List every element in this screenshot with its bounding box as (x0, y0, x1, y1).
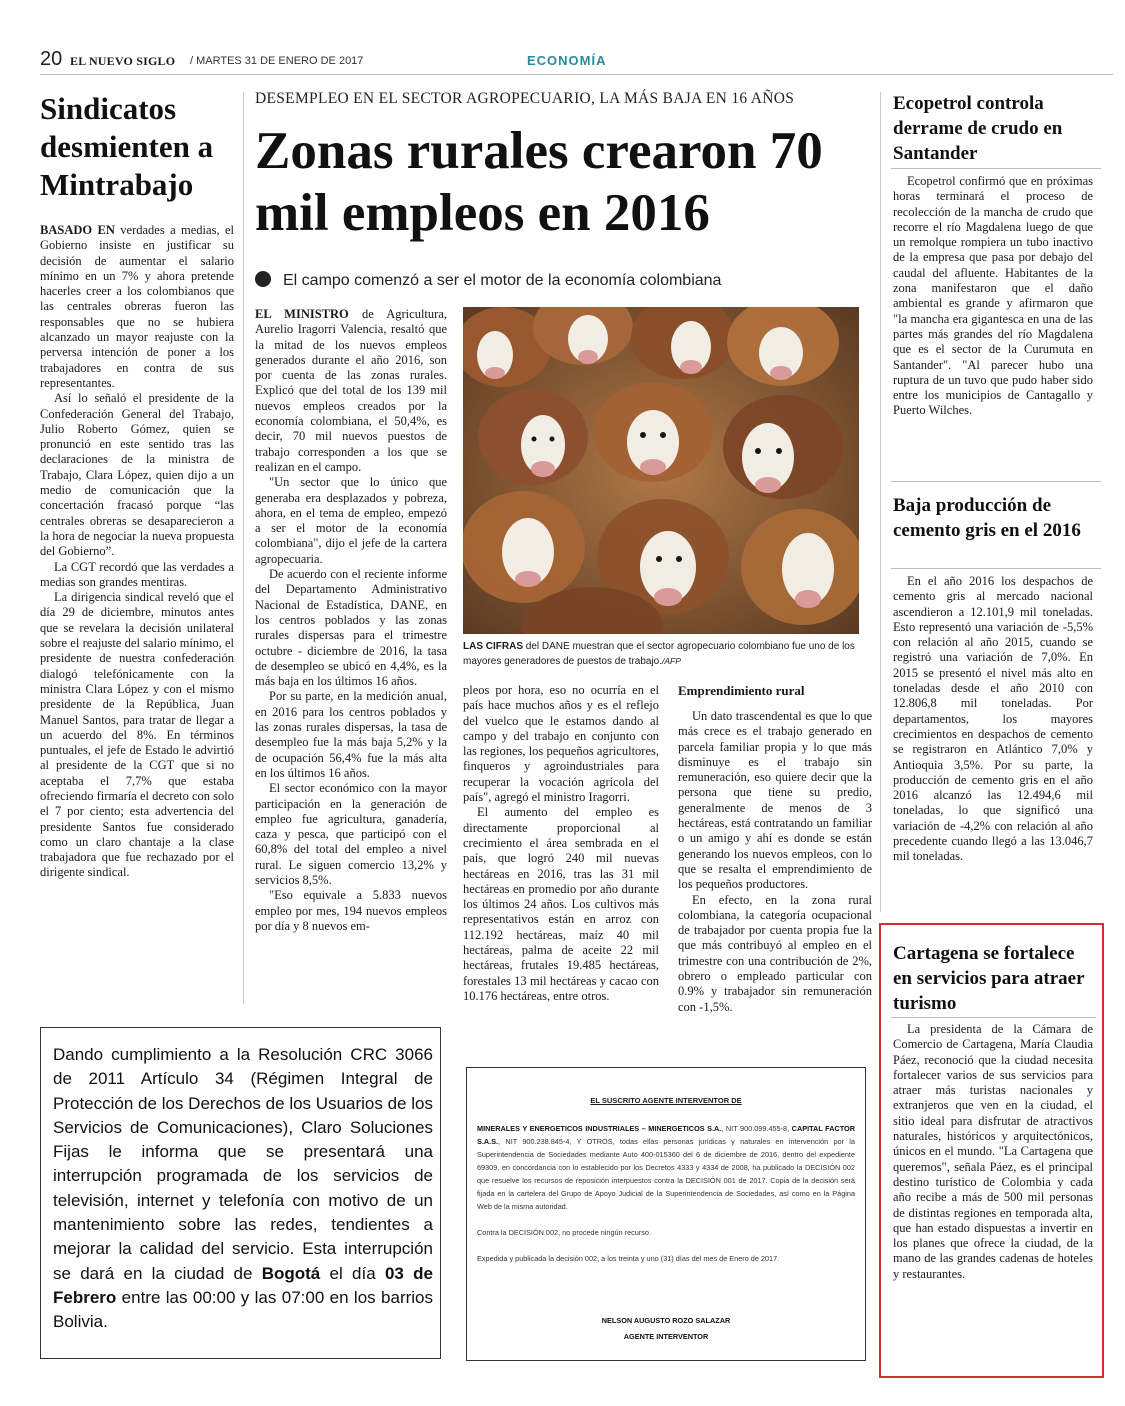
cemento-body (893, 574, 1093, 865)
cartagena-body (893, 1022, 1093, 1282)
bullet-icon (255, 271, 271, 287)
ecopetrol-body (893, 174, 1093, 419)
main-column-2 (463, 683, 659, 1004)
left-story-body (40, 223, 234, 881)
main-lead: EL MINISTRO (255, 307, 349, 321)
left-story-p1: verdades a medias, el Gobierno insiste en justificar su decisión de aumentar el salario mínimo en un 7% y ahora pretende hacerles creer a los colombianos que las centrales obreras fueron las responsables que no se hubiera alcanzado un mayor reajuste con la perversa intención de poner a los trabajadores en contra de sus representantes. (40, 223, 234, 390)
section-name: ECONOMÍA (527, 53, 607, 68)
cattle-photo-illustration (463, 307, 859, 634)
main-column-1 (255, 307, 447, 934)
column-divider (243, 92, 244, 1004)
ecopetrol-headline: Ecopetrol controla derrame de crudo en Santander (893, 93, 1063, 164)
main-col1-p4: Por su parte, en la medición anual, en 2016 para los centros poblados y las zonas rurales dispersas, la tasa de desempleo fue la más baja 5,2% y la de ocupación 56,4% fue la más alta en los últimos 16 años. (255, 689, 447, 780)
notice-title: EL SUSCRITO AGENTE INTERVENTOR DE (590, 1096, 742, 1105)
main-col1-p5: El sector económico con la mayor participación en la generación de empleo fue agricultura, ganadería, caza y pesca, que participó con el 60,8% del total del empleo a nivel rural. Le siguen comercio 13,2% y servicios 8,5%. (255, 781, 447, 887)
headline-rule (891, 168, 1101, 169)
main-subhead-text: El campo comenzó a ser el motor de la economía colombiana (283, 272, 722, 289)
ad-text-3: entre las 00:00 y las 07:00 en los barrios Bolivia. (53, 1287, 433, 1332)
page-number: 20 (40, 48, 63, 70)
column-divider (880, 92, 881, 912)
claro-notice-ad (40, 1027, 441, 1359)
ad-text-1: Dando cumplimiento a la Resolución CRC 3066 de 2011 Artículo 34 (Régimen Integral de Protección de los Derechos de los Usuarios de los Servicios de Comunicaciones), Claro Soluciones Fijas le informa que se presentará una interrupción programada de los servicios de televisión, internet y telefonía con motivo de un mantenimiento sobre las redes, tendientes a mejorar la calidad del servicio. Esta interrupción se dará en la ciudad de (53, 1045, 433, 1283)
headline-rule (891, 1017, 1096, 1018)
notice-company: MINERALES Y ENERGETICOS INDUSTRIALES – MINERGETICOS S.A. (477, 1124, 722, 1133)
ad-day: 03 de Febrero (53, 1263, 433, 1307)
cartagena-text: La presidenta de la Cámara de Comercio de Cartagena, María Claudia Páez, reconoció que la ciudad necesita fortalecer varios de sus servicios para atraer más turistas nacionales y extranjeros que ven en la ciudad, el sitio ideal para disfrutar de atractivos naturales, históricos y arquitectónicos, únicos en el mundo. "La Cartagena que queremos", señala Páez, es el principal destino turístico de Colombia y cada año recibe a más de 500 mil personas de distintas regiones en temporada alta, que han estado dispuestas a invertir en los planes que ofrece la ciudad, de la mano de las grandes cadenas de hoteles y restaurantes. (893, 1022, 1093, 1281)
notice-company-2: CAPITAL FACTOR S.A.S. (477, 1124, 856, 1146)
main-col1-p2: "Un sector que lo único que generaba era desplazados y pobreza, ahora, en el tema de empleo, empezó a ser el motor de la economía colombiana", dijo el jefe de la cartera agropecuaria. (255, 475, 447, 566)
main-col3-p2: En efecto, en la zona rural colombiana, la categoría ocupacional de trabajador por cuenta propia fue la que más contribuyó al empleo en el trimestre con una contribución de 2%, obrero o empleado particular con 0.9% y trabajador sin remuneración con -1,5%. (678, 892, 872, 1014)
ad-text-2: el día (329, 1263, 376, 1283)
notice-text: , NIT 900.238.845-4, Y OTROS, todas ellas personas jurídicas y naturales en intervención por la Superintendencia de Sociedades mediante Auto 400-015360 del 6 de diciembre de 2016, dentro del expediente 69309, en concordancia con lo establecido por los Decretos 4333 y 4334 de 2008, ha publicado la DECISIÓN 002 que resuelve los recursos de reposición interpuestos contra la DECISIÓN 001 de 2017. Copia de la decisión será fijada en la cartelera del Grupo de Apoyo Judicial de la Superintendencia de Sociedades, así como en la Página Web de la misma autoridad. (477, 1137, 855, 1211)
issue-date: / MARTES 31 DE ENERO DE 2017 (190, 55, 364, 67)
legal-notice (466, 1067, 866, 1361)
page-header (40, 48, 1113, 75)
main-column-3 (678, 683, 872, 1015)
main-subhead (255, 271, 873, 290)
main-col3-p1: Un dato trascendental es que lo que más crece es el trabajo generado en parcela familiar propia y lo que más disminuye es el trabajo sin remuneración, eso quiere decir que la persona que tiene su predio, generalmente de menos de 3 hectáreas, está contratando un familiar o un amigo y ahí es donde se están generando los nuevos empleos, con lo que se resalta el emprendimiento de los pequeños productores. (678, 709, 872, 892)
main-headline: Zonas rurales crearon 70 mil empleos en 2016 (255, 122, 823, 242)
ecopetrol-text: Ecopetrol confirmó que en próximas horas terminará el proceso de recolección de la mancha de crudo que recorre el río Magdalena luego de que un remolque rompiera un tubo inactivo de la empresa que pasa por debajo del caudal del afluente. Habitantes de la zona manifestaron que el daño ambiental es grande y afirmaron que "la mancha era gigantesca en una de las partes más grandes del río Magdalena que es el sector de la Curumuta en Santander". "Al parecer hubo una ruptura de un tuvo que pudo haber sido entre los municipios de Cantagallo y Puerto Wilches. (893, 174, 1093, 418)
cemento-text: En el año 2016 los despachos de cemento gris al mercado nacional ascendieron a 12.101,9 mil toneladas. Esto representó una variación de -5,5% con relación al año 2015, cuando se registró una variación de 7,0%. En 2015 se presentó el nivel más alto en toneladas desde el año 2010 con 12.806,8 mil toneladas. Por departamentos, los mayores crecimientos en despachos de cemento se registraron en Atlántico 7,0% y Antioquia 3,5%. Por su parte, la producción de cemento gris en el año 2016 alcanzó las 12.494,6 mil toneladas, lo que significó una variación de -4,2% con relación al año precedente cuando llegó a las 13.046,7 mil toneladas. (893, 574, 1093, 864)
newspaper-name: EL NUEVO SIGLO (70, 54, 176, 68)
notice-body (477, 1122, 855, 1265)
photo-caption (463, 640, 859, 669)
main-col1-p1: de Agricultura, Aurelio Iragorri Valencia, resaltó que la mitad de los nuevos empleos generados durante el año 2016, son por cuenta de las zonas rurales. Explicó que del total de los 139 mil nuevos empleos creados por la economía colombiana, el 50,4%, es decir, 70 mil nuevos puestos de trabajo corresponden a los que se realizan en el campo. (255, 307, 447, 474)
left-story-p2: Así lo señaló el presidente de la Confederación General del Trabajo, Julio Roberto Gómez, quien se pronunció en este sentido tras las declaraciones de la ministra de Trabajo, Clara López, quien dijo a un medio de comunicación que la concertación fracasó porque “las centrales obreras se desaparecieron a la hora de negociar la nueva propuesta del Gobierno”. (40, 391, 234, 559)
ad-text (53, 1043, 433, 1335)
left-story-p4: La dirigencia sindical reveló que el día 29 de diciembre, minutos antes que se revelara la decisión unilateral sobre el reajuste del salario mínimo, el presidente de nuestra confederación dialogó telefónicamente con la ministra Clara López y con el mismo presidente de la República, Juan Manuel Santos, para tratar de llegar a un acuerdo del 8%. En términos puntuales, el jefe de Estado le advirtió al presidente de la CGT que si no aceptaba el 7,7% que estaba ofreciendo firmaría el decreto con solo el 7 por ciento; esta advertencia del presidente Santos fue considerado como un claro chantaje a la clase trabajadora que fue rechazado por el dirigente sindical. (40, 590, 235, 880)
notice-signer: NELSON AUGUSTO ROZO SALAZAR (601, 1316, 731, 1325)
notice-nit: , NIT 900.099.455-8, (721, 1124, 790, 1133)
main-col2-p2: El aumento del empleo es directamente proporcional al crecimiento el área sembrada en el país, que logró 240 mil nuevas hectáreas en 2016, tras las 31 mil hectáreas en promedio por año durante los últimos 24 años. Los cultivos más representativos están en arroz con 112.192 hectáreas, maíz 40 mil hectáreas, palma de aceite 22 mil hectáreas, frutales 19.485 hectáreas, forestales 13 mil hectáreas y cacao con 10.176 hectáreas, entre otros. (463, 805, 659, 1003)
notice-line-3: Expedida y publicada la decisión 002, a los treinta y uno (31) días del mes de Enero de 2017. (477, 1254, 780, 1263)
cemento-headline: Baja producción de cemento gris en el 2016 (893, 495, 1081, 541)
notice-line-2: Contra la DECISIÓN 002, no procede ningún recurso. (477, 1228, 652, 1237)
left-story-headline: Sindicatos desmienten a Mintrabajo (40, 91, 214, 202)
main-col1-p3: De acuerdo con el reciente informe del Departamento Administrativo Nacional de Estadística, DANE, en los centros poblados y las zonas rurales dispersas para el trimestre octubre - diciembre de 2016, la tasa de desempleo se ubicó en 4,4%, es la más baja en los últimos 16 años. (255, 567, 447, 689)
caption-text: del DANE muestran que el sector agropecuario colombiano fue uno de los mayores generadores de puestos de trabajo. (463, 641, 855, 667)
headline-rule (891, 568, 1101, 569)
caption-credit: /AFP (662, 656, 681, 666)
cartagena-headline: Cartagena se fortalece en servicios para atraer turismo (893, 943, 1085, 1014)
subheading-emprendimiento: Emprendimiento rural (678, 683, 805, 698)
left-story-p3: La CGT recordó que las verdades a medias son grandes mentiras. (40, 559, 234, 589)
ad-city: Bogotá (261, 1263, 321, 1283)
notice-role: AGENTE INTERVENTOR (623, 1332, 709, 1341)
main-col1-p6: "Eso equivale a 5.833 nuevos empleo por mes, 194 nuevos empleos por día y 8 nuevos em- (255, 888, 447, 933)
story-separator (891, 481, 1101, 482)
cattle-photo (463, 307, 859, 634)
caption-lead: LAS CIFRAS (463, 641, 523, 652)
left-story-lead: BASADO EN (40, 223, 115, 237)
main-col2-p1: pleos por hora, eso no ocurría en el país hace muchos años y es el reflejo del vuelco que le estamos dando al campo y del trabajo en conjunto con las regiones, los pequeños agricultores, finqueros y agroindustriales para recuperar la vocación agrícola del país", agregó el ministro Iragorri. (463, 683, 659, 805)
main-kicker: DESEMPLEO EN EL SECTOR AGROPECUARIO, LA MÁS BAJA EN 16 AÑOS (255, 90, 795, 107)
